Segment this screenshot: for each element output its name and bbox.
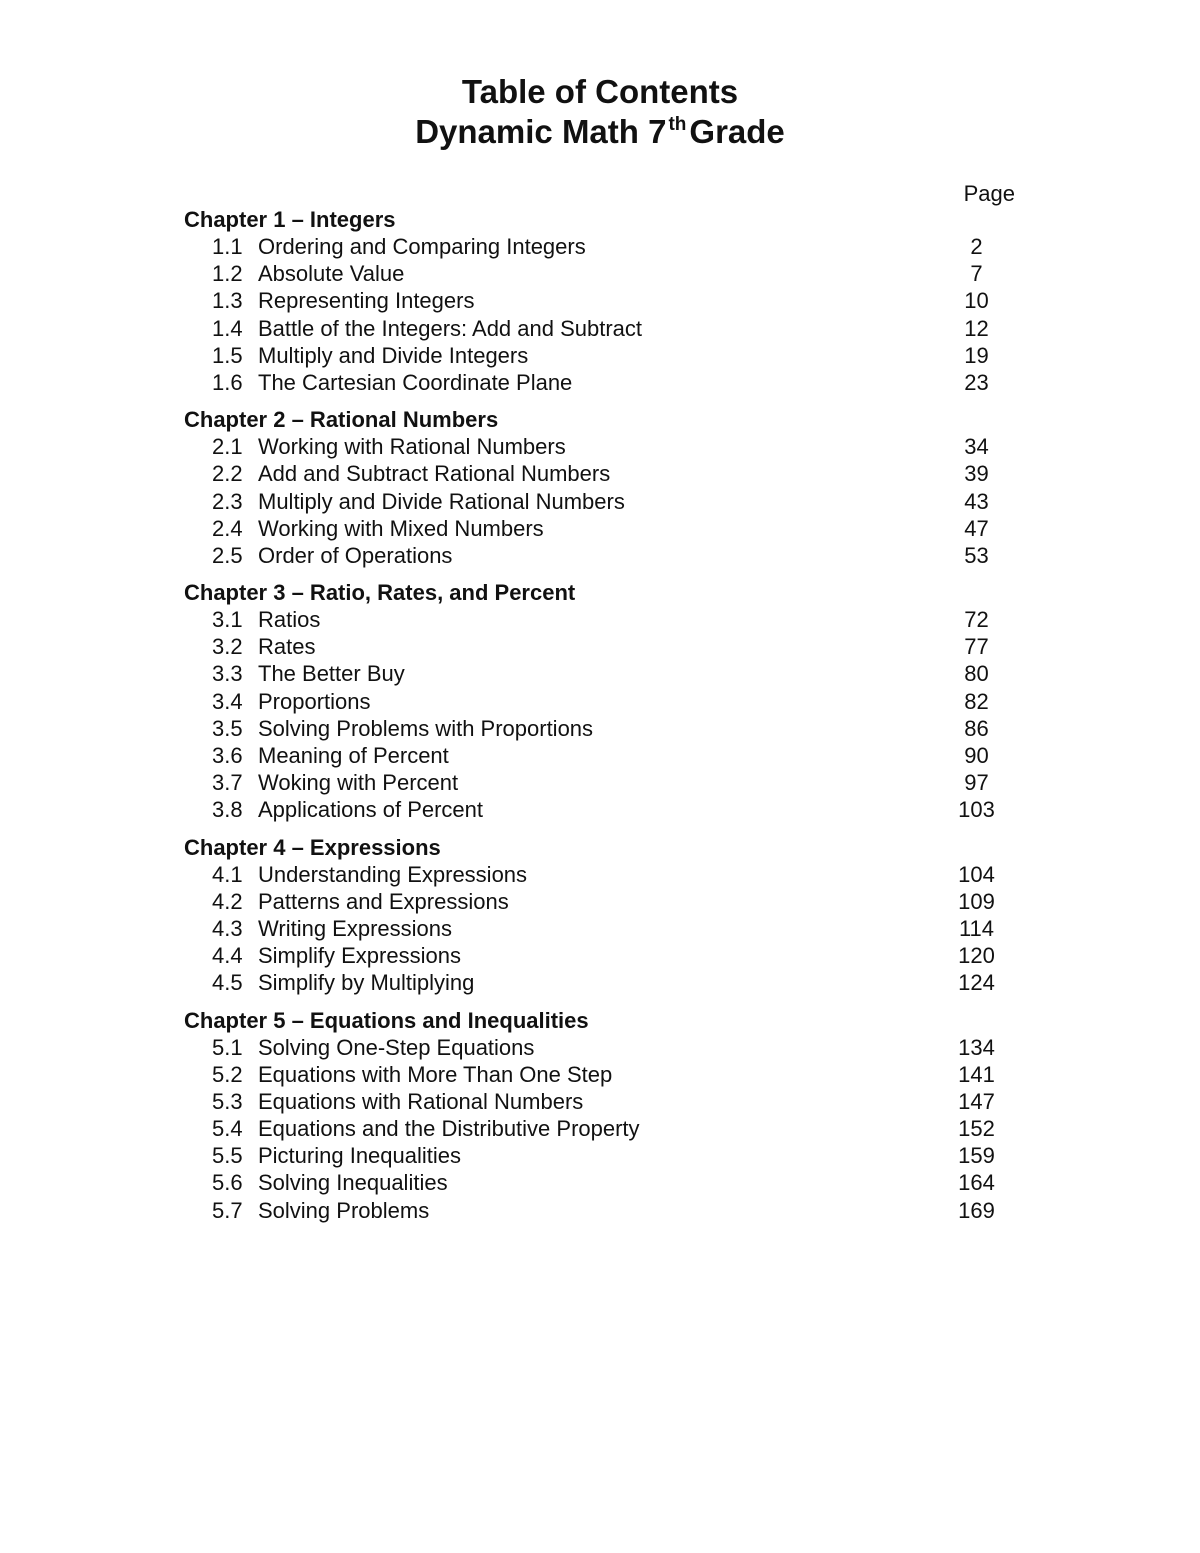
- section-page-number: 10: [964, 288, 989, 314]
- section-page-number: 104: [958, 861, 995, 887]
- section-title: Picturing Inequalities: [258, 1143, 462, 1169]
- section-number: 5.4: [212, 1116, 243, 1142]
- toc-entry: [184, 861, 1024, 888]
- section-title: Equations and the Distributive Property: [258, 1116, 640, 1142]
- section-number: 3.3: [212, 661, 243, 687]
- section-number: 2.2: [212, 461, 243, 487]
- section-page-number: 103: [958, 797, 995, 823]
- section-number: 5.7: [212, 1197, 243, 1223]
- section-title: Ordering and Comparing Integers: [258, 234, 586, 259]
- subtitle-superscript: th: [668, 114, 687, 135]
- toc-entry: [184, 1197, 1024, 1224]
- section-number: 1.6: [212, 369, 243, 395]
- section-number: 3.8: [212, 797, 243, 823]
- toc-entry: [184, 915, 1024, 942]
- toc-entry: [184, 460, 1024, 487]
- section-page-number: 169: [958, 1197, 995, 1223]
- section-number: 4.4: [212, 943, 243, 969]
- section-number: 4.3: [212, 915, 243, 941]
- toc-entry: [184, 287, 1024, 314]
- section-number: 2.5: [212, 542, 243, 568]
- toc-entry: [184, 260, 1024, 287]
- section-title: Solving Problems: [258, 1197, 430, 1223]
- toc-entry: [184, 1088, 1024, 1115]
- section-page-number: 97: [964, 770, 989, 796]
- section-number: 5.3: [212, 1088, 243, 1114]
- section-page-number: 109: [958, 888, 995, 914]
- toc-entry: [184, 1142, 1024, 1169]
- section-number: 3.5: [212, 715, 243, 741]
- toc-entry: [184, 433, 1024, 460]
- section-title: Equations with Rational Numbers: [258, 1088, 584, 1114]
- section-number: 1.3: [212, 288, 243, 314]
- section-page-number: 134: [958, 1034, 995, 1060]
- chapter-block: [184, 1007, 1024, 1224]
- section-number: 3.1: [212, 607, 243, 633]
- toc-entry: [184, 1061, 1024, 1088]
- section-title: Absolute Value: [258, 261, 405, 287]
- section-title: Solving Problems with Proportions: [258, 715, 594, 741]
- toc-entry: [184, 369, 1024, 396]
- section-title: Multiply and Divide Rational Numbers: [258, 488, 625, 514]
- section-number: 1.2: [212, 261, 243, 287]
- section-title: Proportions: [258, 688, 371, 714]
- section-page-number: 90: [964, 743, 989, 768]
- section-page-number: 120: [958, 943, 995, 969]
- section-page-number: 23: [964, 369, 989, 395]
- toc-entry: [184, 488, 1024, 515]
- section-page-number: 159: [958, 1143, 995, 1169]
- section-number: 2.3: [212, 488, 243, 514]
- section-number: 5.6: [212, 1170, 243, 1196]
- toc-entry: [184, 315, 1024, 342]
- toc-entry: [184, 515, 1024, 542]
- chapter-block: [184, 206, 1024, 396]
- section-number: 4.1: [212, 861, 243, 887]
- toc-entry: [184, 888, 1024, 915]
- chapter-title: Chapter 4 – Expressions: [184, 834, 441, 860]
- chapter-block: [184, 406, 1024, 569]
- section-number: 5.2: [212, 1061, 243, 1087]
- section-title: Equations with More Than One Step: [258, 1061, 613, 1087]
- section-title: Woking with Percent: [258, 770, 459, 796]
- section-number: 2.1: [212, 434, 243, 460]
- chapter-title: Chapter 3 – Ratio, Rates, and Percent: [184, 580, 576, 606]
- section-title: Representing Integers: [258, 288, 475, 314]
- section-title: Working with Rational Numbers: [258, 434, 566, 460]
- toc-entry: [184, 1115, 1024, 1142]
- chapter-block: [184, 834, 1024, 997]
- toc-entry: [184, 1034, 1024, 1061]
- page-column-label: Page: [963, 181, 1015, 206]
- section-number: 3.6: [212, 743, 243, 768]
- section-number: 3.2: [212, 634, 243, 660]
- section-title: The Better Buy: [258, 661, 405, 687]
- section-page-number: 124: [958, 970, 995, 996]
- section-title: Solving Inequalities: [258, 1170, 448, 1196]
- section-title: Applications of Percent: [258, 797, 484, 823]
- section-title: Meaning of Percent: [258, 743, 449, 768]
- toc-entry: [184, 742, 1024, 769]
- table-of-contents: [184, 206, 1024, 1234]
- section-title: Simplify by Multiplying: [258, 970, 475, 996]
- section-page-number: 53: [964, 542, 989, 568]
- section-page-number: 39: [964, 461, 989, 487]
- section-title: The Cartesian Coordinate Plane: [258, 369, 573, 395]
- section-title: Order of Operations: [258, 542, 453, 568]
- section-title: Working with Mixed Numbers: [258, 515, 544, 541]
- section-title: Rates: [258, 634, 316, 660]
- toc-entry: [184, 342, 1024, 369]
- section-number: 1.4: [212, 315, 243, 341]
- toc-entry: [184, 796, 1024, 823]
- toc-entry: [184, 233, 1024, 260]
- section-page-number: 80: [964, 661, 989, 687]
- section-number: 1.5: [212, 342, 243, 368]
- section-page-number: 147: [958, 1088, 995, 1114]
- section-page-number: 2: [970, 234, 983, 259]
- section-title: Patterns and Expressions: [258, 888, 509, 914]
- toc-entry: [184, 715, 1024, 742]
- section-number: 3.4: [212, 688, 243, 714]
- section-number: 2.4: [212, 515, 243, 541]
- chapter-title: Chapter 1 – Integers: [184, 207, 396, 232]
- chapter-title: Chapter 2 – Rational Numbers: [184, 407, 499, 433]
- section-page-number: 152: [958, 1116, 995, 1142]
- chapter-block: [184, 579, 1024, 824]
- section-page-number: 164: [958, 1170, 995, 1196]
- toc-entry: [184, 633, 1024, 660]
- section-page-number: 141: [958, 1061, 995, 1087]
- section-page-number: 34: [964, 434, 989, 460]
- section-page-number: 7: [970, 261, 983, 287]
- section-number: 5.5: [212, 1143, 243, 1169]
- toc-entry: [184, 969, 1024, 996]
- section-page-number: 114: [958, 915, 995, 941]
- toc-entry: [184, 769, 1024, 796]
- section-page-number: 86: [964, 715, 989, 741]
- section-number: 4.2: [212, 888, 243, 914]
- toc-entry: [184, 1169, 1024, 1196]
- section-page-number: 12: [964, 315, 989, 341]
- section-title: Multiply and Divide Integers: [258, 342, 529, 368]
- section-title: Solving One-Step Equations: [258, 1034, 535, 1060]
- toc-entry: [184, 942, 1024, 969]
- document-subtitle: [0, 112, 1200, 152]
- section-title: Simplify Expressions: [258, 943, 461, 969]
- subtitle-suffix: Grade: [689, 113, 785, 150]
- section-page-number: 82: [964, 688, 989, 714]
- section-title: Battle of the Integers: Add and Subtract: [258, 315, 643, 341]
- section-page-number: 19: [964, 342, 989, 368]
- section-page-number: 43: [964, 488, 989, 514]
- document-header: [0, 72, 1200, 152]
- chapter-title: Chapter 5 – Equations and Inequalities: [184, 1007, 589, 1033]
- section-title: Add and Subtract Rational Numbers: [258, 461, 611, 487]
- section-page-number: 77: [964, 634, 989, 660]
- section-page-number: 47: [964, 515, 989, 541]
- section-page-number: 72: [964, 607, 989, 633]
- section-title: Writing Expressions: [258, 915, 452, 941]
- section-number: 4.5: [212, 970, 243, 996]
- section-number: 5.1: [212, 1034, 243, 1060]
- toc-entry: [184, 542, 1024, 569]
- section-title: Understanding Expressions: [258, 861, 528, 887]
- section-number: 3.7: [212, 770, 243, 796]
- section-number: 1.1: [212, 234, 243, 259]
- section-title: Ratios: [258, 607, 321, 633]
- toc-entry: [184, 660, 1024, 687]
- toc-entry: [184, 606, 1024, 633]
- document-title: Table of Contents: [461, 73, 739, 110]
- subtitle-prefix: Dynamic Math 7: [415, 113, 667, 150]
- toc-entry: [184, 688, 1024, 715]
